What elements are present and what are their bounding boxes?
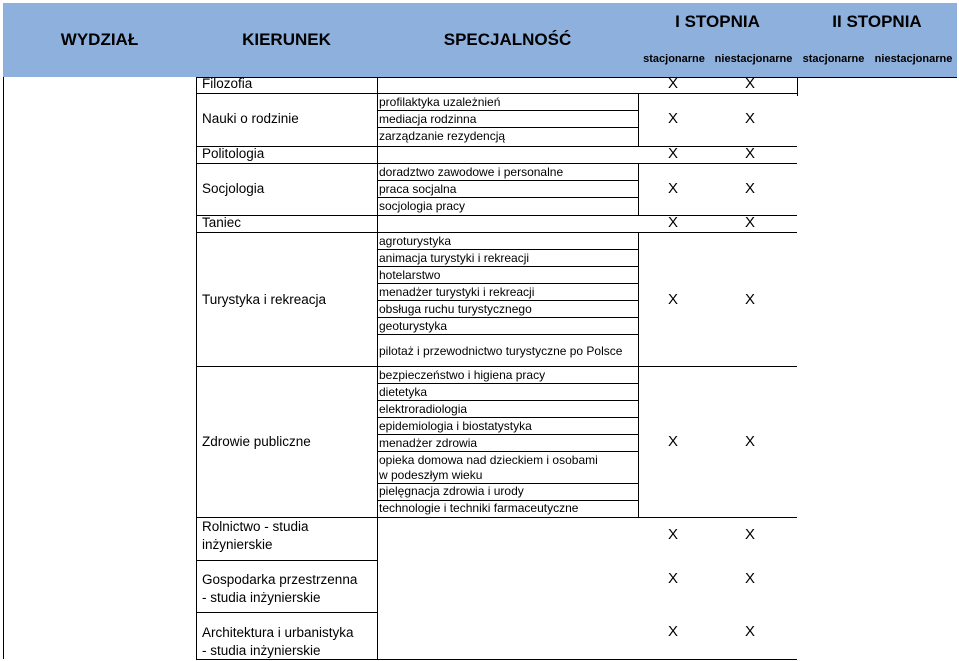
specjalnosc: w podeszłym wieku — [379, 468, 483, 482]
mark-taniec-stacjonarne: X — [667, 214, 678, 231]
mark-turystyka-niestacjonarne: X — [744, 291, 755, 308]
mark-gospodarka-niestacjonarne: X — [744, 570, 755, 587]
kierunek-gospodarka-line2: - studia inżynierskie — [202, 590, 321, 605]
kierunek-gospodarka-przestrzenna: Gospodarka przestrzenna — [202, 572, 358, 587]
kierunek-architektura-line2: - studia inżynierskie — [202, 643, 321, 658]
kierunek-architektura: Architektura i urbanistyka — [202, 625, 354, 640]
mark-taniec-niestacjonarne: X — [744, 214, 755, 231]
kierunek-filozofia: Filozofia — [202, 76, 253, 91]
specjalnosc: menadżer turystyki i rekreacji — [379, 285, 535, 299]
mark-socjologia-stacjonarne: X — [667, 180, 678, 197]
specjalnosc: socjologia pracy — [379, 199, 466, 213]
specjalnosc: profilaktyka uzależnień — [379, 95, 501, 109]
mark-rolnictwo-stacjonarne: X — [667, 526, 678, 543]
specjalnosc: technologie i techniki farmaceutyczne — [379, 501, 579, 515]
specjalnosc: mediacja rodzinna — [379, 112, 477, 126]
mark-rolnictwo-niestacjonarne: X — [744, 526, 755, 543]
specjalnosc: obsługa ruchu turystycznego — [379, 302, 532, 316]
kierunek-rolnictwo-line2: inżynierskie — [202, 537, 273, 552]
mark-politologia-niestacjonarne: X — [744, 145, 755, 162]
kierunek-politologia: Politologia — [202, 146, 265, 161]
kierunek-turystyka: Turystyka i rekreacja — [202, 292, 327, 307]
header-niestacjonarne-1: niestacjonarne — [710, 40, 797, 77]
kierunek-zdrowie-publiczne: Zdrowie publiczne — [202, 434, 311, 449]
kierunek-taniec: Taniec — [202, 215, 242, 230]
header-kierunek: KIERUNEK — [196, 3, 377, 77]
mark-politologia-stacjonarne: X — [667, 145, 678, 162]
specjalnosc: pielęgnacja zdrowia i urody — [379, 484, 524, 498]
specjalnosc: bezpieczeństwo i higiena pracy — [379, 368, 546, 382]
mark-architektura-niestacjonarne: X — [744, 623, 755, 640]
mark-architektura-stacjonarne: X — [667, 623, 678, 640]
specjalnosc: epidemiologia i biostatystyka — [379, 419, 532, 433]
specjalnosc: opieka domowa nad dzieckiem i osobami — [379, 453, 598, 467]
header-stacjonarne-1: stacjonarne — [638, 40, 710, 77]
mark-filozofia-stacjonarne: X — [667, 75, 678, 92]
kierunek-nauki-o-rodzinie: Nauki o rodzinie — [202, 111, 299, 126]
header-wydzial: WYDZIAŁ — [3, 3, 196, 77]
header-niestacjonarne-2: niestacjonarne — [870, 40, 957, 77]
specjalnosc: zarządzanie rezydencją — [379, 129, 506, 143]
specjalnosc: animacja turystyki i rekreacji — [379, 251, 530, 265]
mark-zdrowie-niestacjonarne: X — [744, 433, 755, 450]
header-stopien-1: I STOPNIA — [638, 3, 797, 40]
specjalnosc: menadżer zdrowia — [379, 436, 478, 450]
mark-gospodarka-stacjonarne: X — [667, 570, 678, 587]
kierunek-rolnictwo: Rolnictwo - studia — [202, 519, 309, 534]
mark-zdrowie-stacjonarne: X — [667, 433, 678, 450]
specjalnosc: geoturystyka — [379, 319, 448, 333]
mark-filozofia-niestacjonarne: X — [744, 75, 755, 92]
mark-nauki-niestacjonarne: X — [744, 110, 755, 127]
specjalnosc: praca socjalna — [379, 182, 457, 196]
specjalnosc: hotelarstwo — [379, 268, 441, 282]
kierunek-socjologia: Socjologia — [202, 181, 265, 196]
mark-nauki-stacjonarne: X — [667, 110, 678, 127]
specjalnosc: pilotaż i przewodnictwo turystyczne po Polsce — [379, 344, 623, 358]
mark-socjologia-niestacjonarne: X — [744, 180, 755, 197]
mark-turystyka-stacjonarne: X — [667, 291, 678, 308]
specjalnosc: agroturystyka — [379, 234, 452, 248]
specjalnosc: elektroradiologia — [379, 402, 468, 416]
header-stacjonarne-2: stacjonarne — [797, 40, 870, 77]
header-specjalnosc: SPECJALNOŚĆ — [377, 3, 638, 77]
header-stopien-2: II STOPNIA — [797, 3, 957, 40]
specjalnosc: dietetyka — [379, 385, 428, 399]
specjalnosc: doradztwo zawodowe i personalne — [379, 165, 564, 179]
